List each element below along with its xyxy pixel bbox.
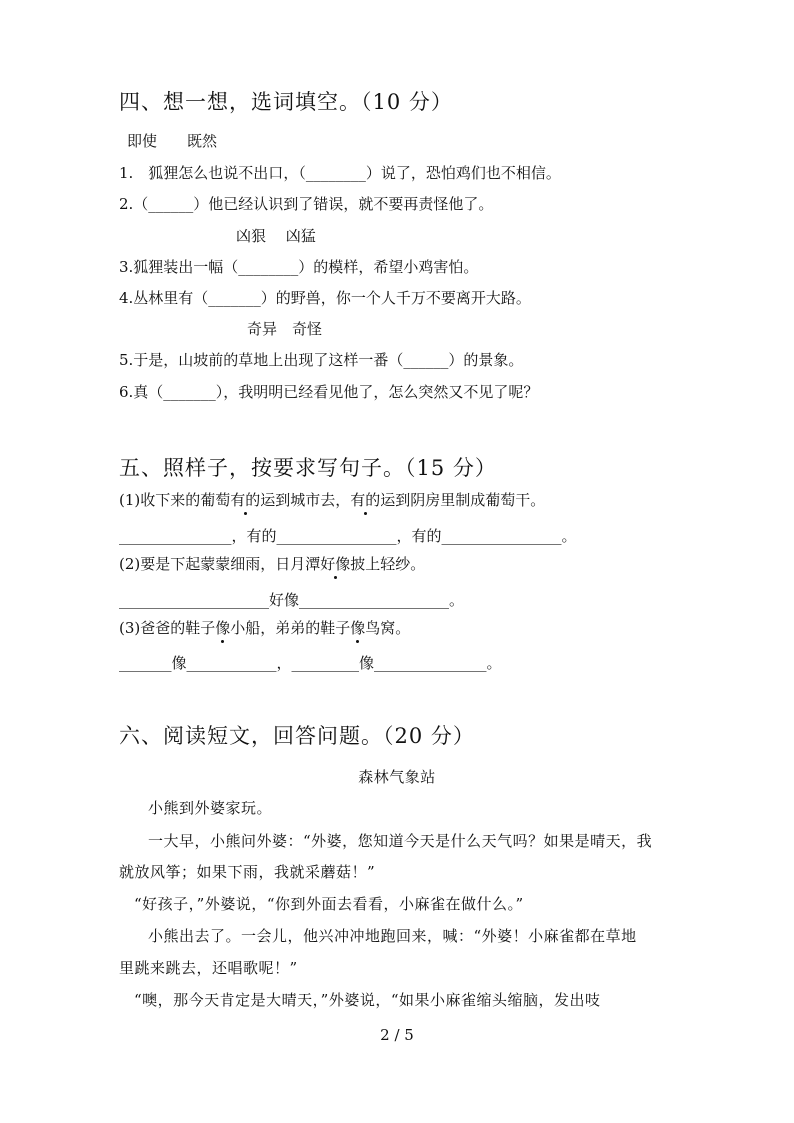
section-4-title: 四、想一想，选词填空。（10 分） [119, 90, 453, 114]
story-paragraph-2-line-2: 就放风筝；如果下雨，我就采蘑菇！” [119, 863, 376, 881]
emphasis-word: 好像 [320, 555, 351, 573]
section-6-title: 六、阅读短文，回答问题。（20 分） [119, 724, 475, 748]
answer-line-2: ____________________好像____________________。 [119, 591, 465, 609]
page-number: 2 / 5 [380, 1026, 414, 1044]
word-choices-3: 奇异 奇怪 [247, 320, 323, 338]
emphasis-word: 像 [350, 619, 366, 637]
answer-line-1: _______________，有的________________，有的________________。 [119, 527, 577, 545]
example-1 [119, 489, 545, 510]
example-text: (3)爸爸的鞋子 [119, 619, 216, 637]
question-3: 3.狐狸装出一幅（________）的模样，希望小鸡害怕。 [119, 258, 479, 276]
story-paragraph-4-line-2: 里跳来跳去，还唱歌呢！” [119, 959, 298, 977]
example-text: (1)收下来的葡萄 [119, 491, 231, 509]
example-text: 鸟窝。 [365, 619, 411, 637]
story-paragraph-4-line-1: 小熊出去了。一会儿，他兴冲冲地跑回来，喊：“外婆！小麻雀都在草地 [148, 927, 637, 945]
story-paragraph-2-line-1: 一大早，小熊问外婆：“外婆，您知道今天是什么天气吗？如果是晴天，我 [148, 832, 653, 850]
story-paragraph-1: 小熊到外婆家玩。 [148, 799, 273, 817]
question-2: 2.（______）他已经认识到了错误，就不要再责怪他了。 [119, 195, 494, 213]
emphasis-word: 有的 [350, 491, 381, 509]
story-paragraph-5-line-1: “噢，那今天肯定是大晴天，”外婆说，“如果小麻雀缩头缩脑，发出吱 [134, 991, 601, 1009]
question-5: 5.于是，山坡前的草地上出现了这样一番（______）的景象。 [119, 351, 524, 369]
section-5-title: 五、照样子，按要求写句子。（15 分） [119, 456, 497, 480]
example-text: 小船，弟弟的鞋子 [230, 619, 351, 637]
answer-line-3: _______像____________，_________像_______________。 [119, 654, 502, 672]
question-6: 6.真（_______），我明明已经看见他了，怎么突然又不见了呢？ [119, 383, 539, 401]
word-choices-2: 凶狠 凶猛 [236, 227, 316, 245]
example-3 [119, 617, 410, 638]
example-2 [119, 553, 425, 574]
example-text: 披上轻纱。 [350, 555, 426, 573]
example-text: 运到城市去， [260, 491, 351, 509]
story-title: 森林气象站 [358, 768, 436, 786]
question-1: 1. 狐狸怎么也说不出口，（________）说了，恐怕鸡们也不相信。 [119, 164, 561, 182]
emphasis-word: 有的 [230, 491, 261, 509]
example-text: 运到阴房里制成葡萄干。 [380, 491, 546, 509]
story-paragraph-3: “好孩子，”外婆说，“你到外面去看看，小麻雀在做什么。” [134, 895, 524, 913]
example-text: (2)要是下起蒙蒙细雨，日月潭 [119, 555, 321, 573]
question-4: 4.丛林里有（_______）的野兽，你一个人千万不要离开大路。 [119, 289, 531, 307]
word-choices-1: 即使 既然 [127, 132, 218, 150]
emphasis-word: 像 [215, 619, 231, 637]
